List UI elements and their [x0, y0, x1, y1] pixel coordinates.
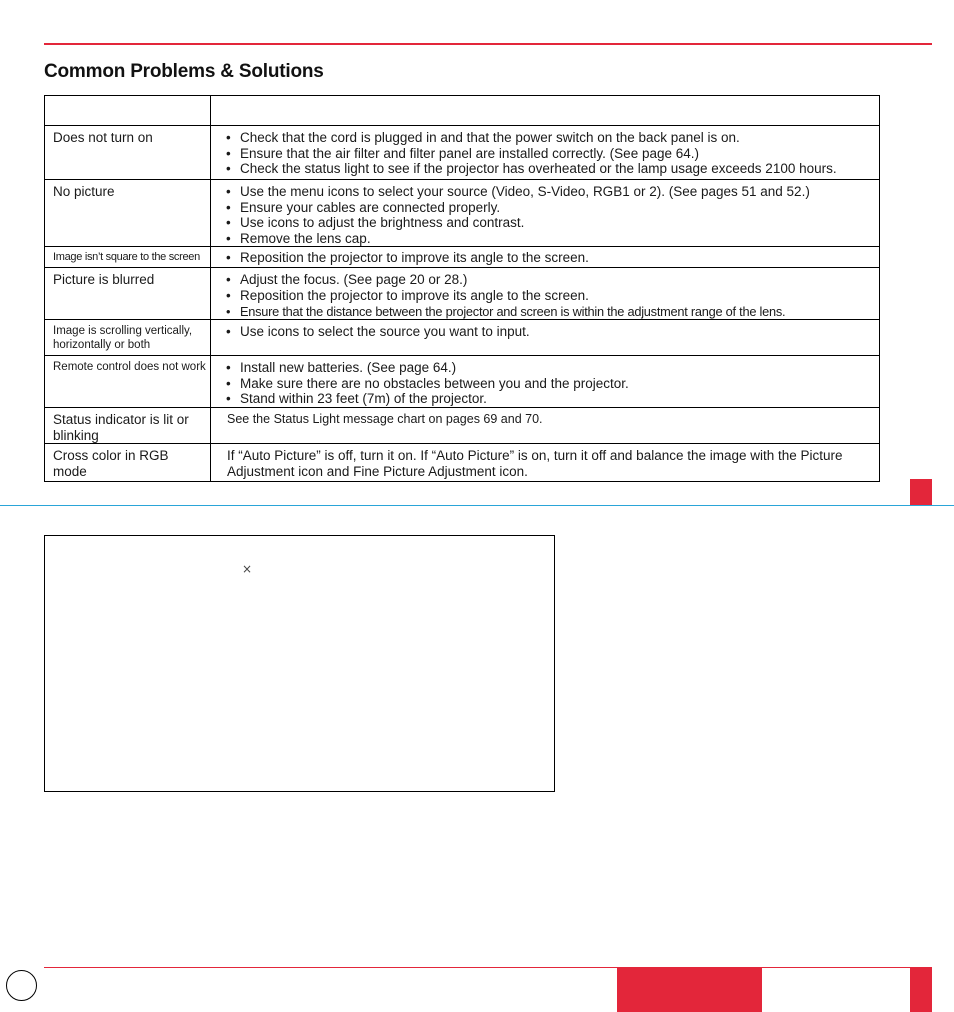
solution-item: • Use icons to adjust the brightness and contrast.	[226, 215, 873, 231]
table-row	[45, 180, 880, 247]
solution-item: • Check the status light to see if the projector has overheated or the lamp usage exceeds 2100 hours.	[226, 161, 873, 177]
footer-red-block	[617, 968, 762, 1012]
table-row	[45, 407, 880, 443]
solution-list	[226, 130, 873, 177]
solution-cell	[211, 356, 880, 408]
solution-cell	[211, 407, 880, 443]
bottom-red-rule	[44, 967, 932, 968]
solution-cell	[211, 247, 880, 268]
table-row	[45, 268, 880, 320]
cyan-divider	[0, 505, 954, 506]
solution-item: • Adjust the focus. (See page 20 or 28.)	[226, 272, 873, 288]
solution-list	[226, 272, 873, 319]
solution-column-header	[211, 96, 880, 126]
solution-item: • Check that the cord is plugged in and that the power switch on the back panel is on.	[226, 130, 873, 146]
problem-cell: Image isn’t square to the screen	[45, 247, 211, 268]
solution-cell	[211, 126, 880, 180]
problem-cell: Cross color in RGB mode	[45, 444, 211, 482]
solution-item: • Stand within 23 feet (7m) of the projector.	[226, 391, 873, 407]
solution-item: • Ensure that the distance between the projector and screen is within the adjustment range of the lens.	[226, 304, 873, 320]
problem-column-header	[45, 96, 211, 126]
footer-red-tab	[910, 968, 932, 1012]
table-row	[45, 247, 880, 268]
solution-text: See the Status Light message chart on pages 69 and 70.	[227, 411, 543, 426]
table-row	[45, 320, 880, 356]
table-header-row	[45, 96, 880, 126]
empty-frame-box	[44, 535, 555, 792]
multiply-mark-icon: ×	[242, 562, 253, 576]
problem-cell: No picture	[45, 180, 211, 247]
table-row	[45, 444, 880, 482]
solution-item: • Use icons to select the source you want to input.	[226, 324, 873, 340]
solution-list	[226, 184, 873, 246]
solution-cell	[211, 180, 880, 247]
table-row	[45, 356, 880, 408]
solution-item: • Reposition the projector to improve its angle to the screen.	[226, 288, 873, 304]
solution-list	[226, 360, 873, 407]
page-number-circle	[6, 970, 37, 1001]
solution-item: • Install new batteries. (See page 64.)	[226, 360, 873, 376]
solution-text: If “Auto Picture” is off, turn it on. If “Auto Picture” is on, turn it off and balance the image with the Picture Adjustment icon and Fine Picture Adjustment icon.	[227, 448, 843, 479]
problem-cell: Status indicator is lit or blinking	[45, 407, 211, 443]
red-side-tab	[910, 479, 932, 505]
section-heading: Common Problems & Solutions	[44, 61, 324, 82]
solution-item: • Ensure that the air filter and filter panel are installed correctly. (See page 64.)	[226, 146, 873, 162]
table-row	[45, 126, 880, 180]
problem-cell: Remote control does not work	[45, 356, 211, 408]
problems-solutions-table	[44, 95, 880, 482]
solution-cell	[211, 320, 880, 356]
solution-cell	[211, 444, 880, 482]
problem-cell: Picture is blurred	[45, 268, 211, 320]
top-red-rule	[44, 43, 932, 45]
solution-list	[226, 324, 873, 340]
solution-item: • Make sure there are no obstacles between you and the projector.	[226, 376, 873, 392]
solution-list	[226, 250, 873, 266]
solution-item: • Remove the lens cap.	[226, 231, 873, 247]
problem-cell: Image is scrolling vertically, horizontally or both	[45, 320, 211, 356]
problem-cell: Does not turn on	[45, 126, 211, 180]
solution-cell	[211, 268, 880, 320]
solution-item: • Reposition the projector to improve its angle to the screen.	[226, 250, 873, 266]
solution-item: • Ensure your cables are connected properly.	[226, 200, 873, 216]
solution-item: • Use the menu icons to select your source (Video, S-Video, RGB1 or 2). (See pages 51 and 52.)	[226, 184, 873, 200]
